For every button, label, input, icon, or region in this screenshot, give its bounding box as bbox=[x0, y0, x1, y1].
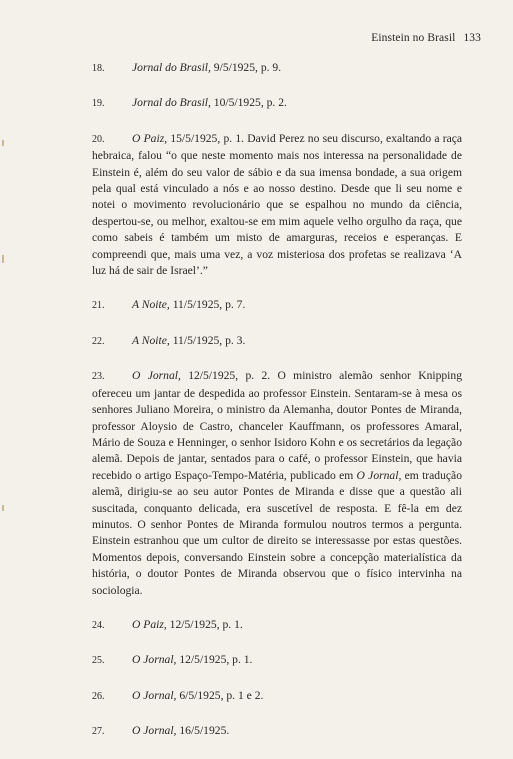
note-text: 12/5/1925, p. 1. bbox=[176, 653, 253, 667]
note-source: O Jornal, bbox=[132, 688, 177, 702]
running-title: Einstein no Brasil bbox=[371, 32, 456, 44]
note-number: 19. bbox=[92, 98, 105, 110]
endnote-23 bbox=[92, 368, 462, 599]
endnote-27 bbox=[92, 723, 462, 740]
binding-mark bbox=[2, 140, 4, 146]
note-text: 12/5/1925, p. 2. O ministro alemão senhor Knipping ofereceu um jantar de despedida ao professor Einstein. Sentaram-se à mesa os senhores Juliano Moreira, o ministro da Alemanha, doutor Pontes de Miranda, professor Aloysio de Castro, chanceler Kauffmann, os professores Amaral, Mário de Souza e Henninger, o senhor Isidoro Kohn e os secretários da legação alemã. Depois de jantar, sentados para o café, o professor Einstein, que havia recebido o artigo Espaço-Tempo-Matéria, publicado em bbox=[92, 369, 462, 482]
note-number: 26. bbox=[92, 690, 105, 702]
note-text: 15/5/1925, p. 1. David Perez no seu discurso, exaltando a raça hebraica, falou “o que neste momento mais nos interessa na personalidade de Einstein é, além do seu valor de sábio e da sua imensa bondade, a sua origem pela qual está vinculado a nós e ao nosso destino. Desde que li seu nome e notei o movimento revolucionário que se espalhou no mundo da ciência, despertou-se, ou melhor, exaltou-se em mim aquele velho orgulho da raça, que como sabeis é também um misto de amarguras, receios e esperanças. E compreendi que, mais uma vez, a voz misteriosa dos profetas se realizava ‘A luz há de sair de Israel’.” bbox=[92, 131, 463, 278]
note-text: em tradução alemã, dirigiu-se ao seu autor Pontes de Miranda e disse que a questão ali suscitada, conquanto delicada, era suscetível de resposta. E fê-la em dez minutos. O senhor Pontes de Miranda formulou noutros termos a pergunta. Einstein estranhou que um cultor de direito se interessasse por estas questões. Momentos depois, conversando Einstein sobre a concepção materialística da história, o doutor Pontes de Miranda observou que o físico intervinha na sociologia. bbox=[92, 468, 462, 597]
note-number: 20. bbox=[92, 133, 105, 145]
note-source: Jornal do Brasil, bbox=[132, 61, 211, 74]
endnote-22 bbox=[92, 333, 462, 350]
note-source: O Paiz, bbox=[132, 131, 168, 145]
note-source: Jornal do Brasil, bbox=[132, 96, 211, 110]
note-source: O Jornal, bbox=[132, 653, 177, 667]
note-number: 24. bbox=[92, 619, 105, 631]
endnotes-list bbox=[92, 60, 462, 759]
note-source: A Noite, bbox=[132, 333, 170, 347]
binding-mark bbox=[2, 505, 4, 511]
endnote-21 bbox=[92, 297, 462, 314]
note-text: 11/5/1925, p. 3. bbox=[169, 333, 246, 347]
note-source: O Jornal, bbox=[356, 468, 402, 482]
note-number: 27. bbox=[92, 726, 105, 738]
running-head bbox=[371, 32, 481, 44]
note-text: 10/5/1925, p. 2. bbox=[210, 96, 287, 110]
note-source: O Jornal, bbox=[132, 724, 177, 738]
endnote-20 bbox=[92, 131, 462, 280]
note-number: 18. bbox=[92, 63, 105, 74]
note-number: 23. bbox=[92, 371, 105, 383]
endnote-18 bbox=[92, 60, 462, 77]
note-text: 9/5/1925, p. 9. bbox=[210, 61, 282, 74]
binding-edge bbox=[0, 0, 12, 736]
endnote-19 bbox=[92, 95, 462, 112]
note-text: 6/5/1925, p. 1 e 2. bbox=[176, 688, 264, 702]
endnote-24 bbox=[92, 617, 462, 634]
note-number: 25. bbox=[92, 655, 105, 667]
note-text: 16/5/1925. bbox=[176, 724, 230, 738]
note-number: 21. bbox=[92, 300, 105, 312]
note-source: O Jornal, bbox=[132, 369, 181, 383]
note-source: A Noite, bbox=[132, 298, 170, 312]
note-text: 11/5/1925, p. 7. bbox=[169, 298, 246, 312]
note-text: 12/5/1925, p. 1. bbox=[166, 617, 243, 631]
note-source: O Paiz, bbox=[132, 617, 167, 631]
binding-mark bbox=[2, 255, 4, 263]
endnote-26 bbox=[92, 688, 462, 705]
page-number: 133 bbox=[463, 32, 481, 44]
note-number: 22. bbox=[92, 335, 105, 347]
endnote-25 bbox=[92, 652, 462, 669]
